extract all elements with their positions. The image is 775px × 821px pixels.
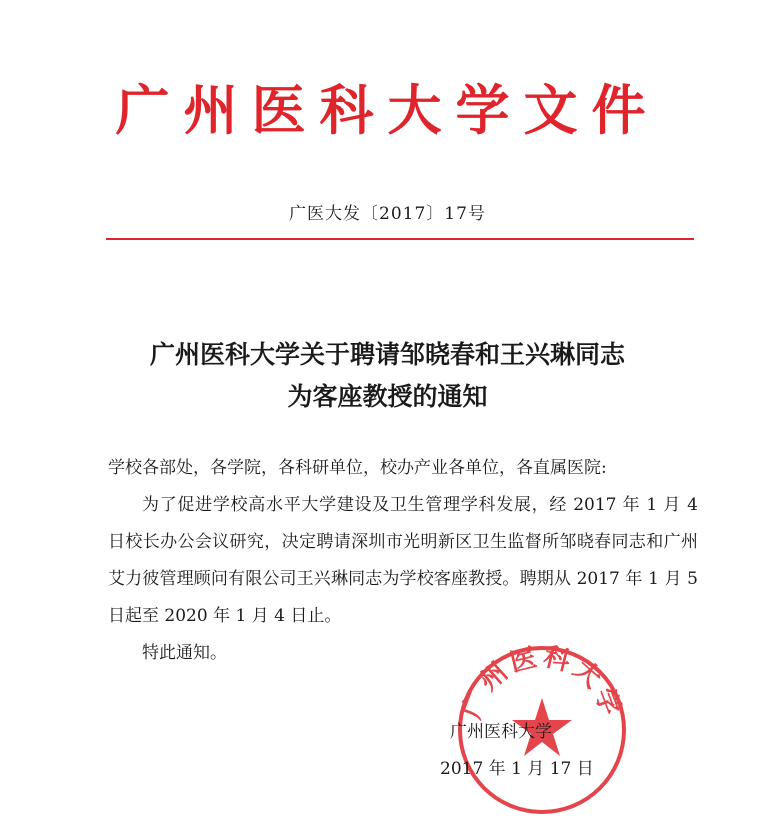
seal-text: 广州医科大学	[457, 641, 627, 723]
document-body	[108, 450, 698, 672]
closing-line: 特此通知。	[142, 643, 227, 663]
title-line-1: 广州医科大学关于聘请邹晓春和王兴琳同志	[149, 340, 625, 369]
signature-date: 2017 年 1 月 17 日	[440, 759, 594, 779]
title-line-2: 为客座教授的通知	[287, 382, 488, 411]
red-divider	[106, 238, 694, 240]
signature-org: 广州医科大学	[450, 722, 552, 742]
document-masthead: 广州医科大学文件	[115, 78, 660, 142]
document-title	[0, 334, 775, 418]
body-paragraph: 为了促进学校高水平大学建设及卫生管理学科发展，经 2017 年 1 月 4 日校长办公会议研究，决定聘请深圳市光明新区卫生监督所邹晓春同志和广州艾力彼管理顾问有限公司王兴琳同志为学校客座教授。聘期从 2017 年 1 月 5 日起至 2020 年 1 月 4 日止。	[108, 495, 698, 626]
signature-block	[440, 714, 660, 788]
salutation: 学校各部处，各学院，各科研单位，校办产业各单位，各直属医院:	[108, 458, 607, 478]
document-number: 广医大发〔2017〕17号	[289, 204, 486, 224]
